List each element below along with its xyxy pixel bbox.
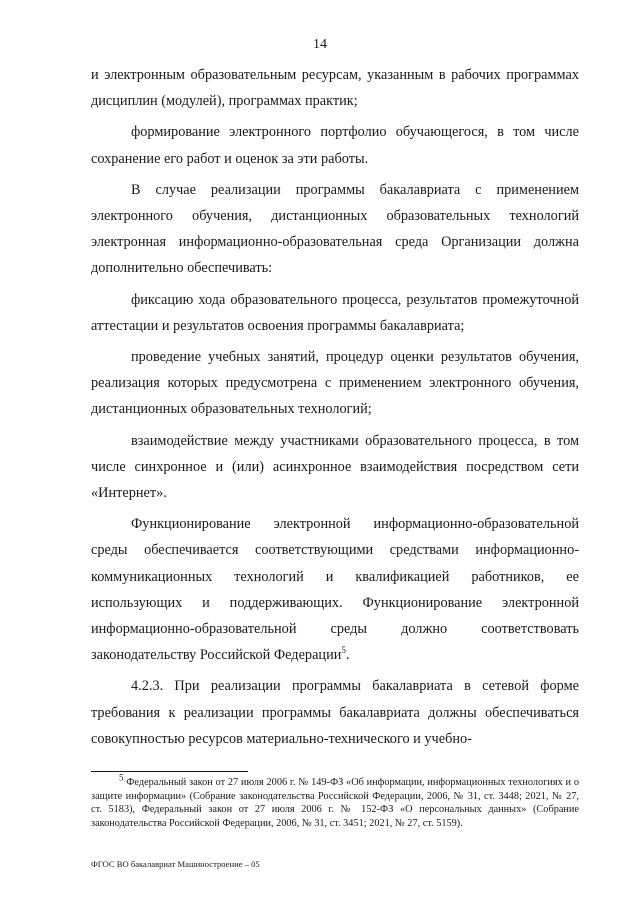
paragraph: 4.2.3. При реализации программы бакалавриата в сетевой форме требования к реализации программы бакалавриата должны обеспечиваться совокупностью ресурсов материально-технического и учебно-: [91, 678, 579, 747]
page-footer: ФГОС ВО бакалавриат Машиностроение – 05: [91, 859, 260, 869]
paragraph: проведение учебных занятий, процедур оценки результатов обучения, реализация которых предусмотрена с применением электронного обучения, дистанционных образовательных технологий;: [91, 349, 579, 418]
footnote-marker: 5: [119, 772, 124, 783]
paragraph: и электронным образовательным ресурсам, указанным в рабочих программах дисциплин (модулей), программах практик;: [91, 67, 579, 110]
paragraph-text: Функционирование электронной информационно-образовательной среды обеспечивается соответствующими средствами информационно-коммуникационных технологий и квалификацией работников, ее использующих и поддерживающих. Функционирование электронной информационно-образовательной среды должно соответствовать законодательству Российской Федерации: [91, 516, 579, 664]
paragraph: формирование электронного портфолио обучающегося, в том числе сохранение его работ и оценок за эти работы.: [91, 124, 579, 167]
paragraph: фиксацию хода образовательного процесса, результатов промежуточной аттестации и результатов освоения программы бакалавриата;: [91, 291, 579, 334]
footnote-reference: 5: [341, 645, 346, 656]
footnote: [91, 772, 579, 830]
paragraph: В случае реализации программы бакалавриата с применением электронного обучения, дистанционных образовательных технологий электронная информационно-образовательная среда Организации должна дополнительно обеспечивать:: [91, 181, 579, 277]
page-number: 14: [313, 37, 327, 52]
paragraph: взаимодействие между участниками образовательного процесса, в том числе синхронное и (или) асинхронное взаимодействия посредством сети «Интернет».: [91, 432, 579, 502]
paragraph: Функционирование электронной информационно-образовательной среды обеспечивается соответствующими средствами информационно-коммуникационных технологий и квалификацией работников, ее использующих и поддерживающих. Функционирование электронной информационно-образовательной среды должно соответствовать законодательству Российской Федерации$^5$.: [91, 516, 579, 664]
footnote-divider: [91, 771, 248, 772]
footnote-text: Федеральный закон от 27 июля 2006 г. № 149-ФЗ «Об информации, информационных технологиях и о защите информации» (Собрание законодательства Российской Федерации, 2006, № 31, ст. 3448; 2021, № 27, ст. 5183), Федеральный закон от 27 июля 2006 г. № 152-ФЗ «О персональных данных» (Собрание законодательства Российской Федерации, 2006, № 31, ст. 3451; 2021, № 27, ст. 5159).: [91, 777, 579, 829]
main-text: [91, 62, 579, 752]
